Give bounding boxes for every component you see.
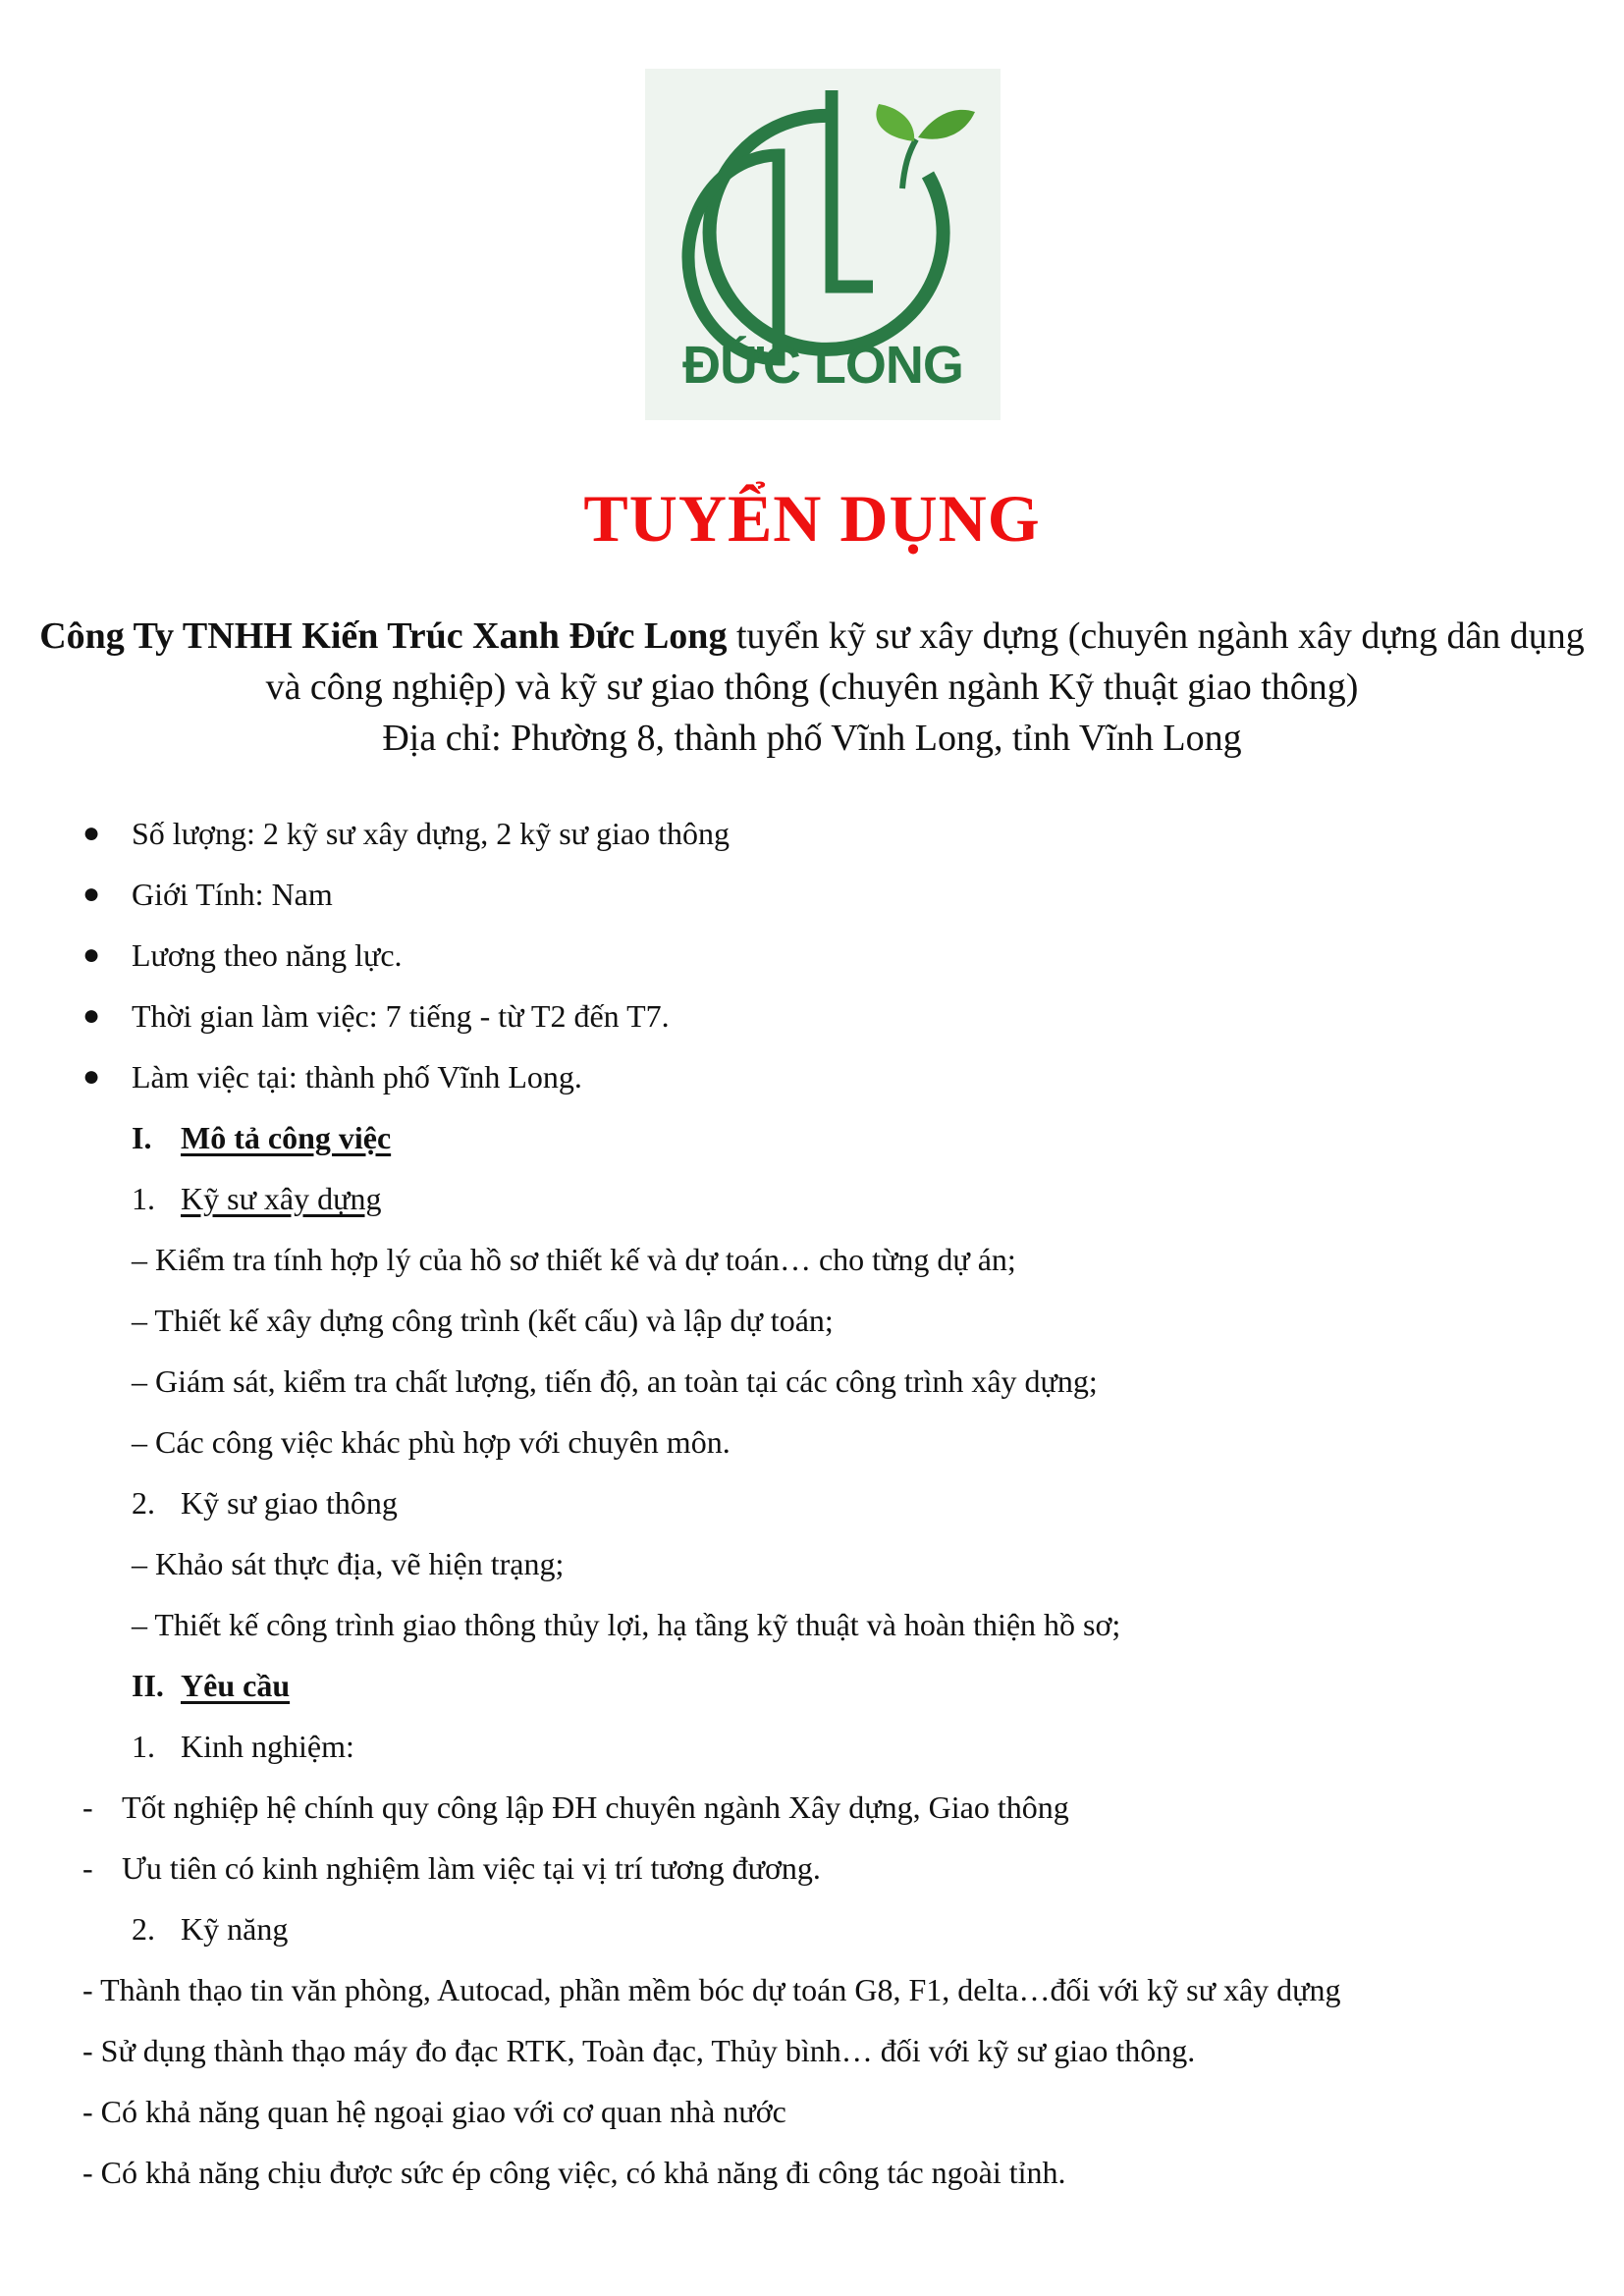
section-2-numeral: II. [132, 1668, 164, 1703]
skill-item: - Sử dụng thành thạo máy đo đạc RTK, Toàn đạc, Thủy bình… đối với kỹ sư giao thông. [82, 2033, 1196, 2068]
bullet-item: Số lượng: 2 kỹ sư xây dựng, 2 kỹ sư giao thông [132, 816, 730, 851]
bullet-item: Thời gian làm việc: 7 tiếng - từ T2 đến T7. [132, 998, 670, 1034]
task-item: – Kiểm tra tính hợp lý của hồ sơ thiết kế và dự toán… cho từng dự án; [132, 1242, 1016, 1277]
leaf-left-icon [876, 104, 914, 141]
skill-item: - Thành thạo tin văn phòng, Autocad, phần mềm bóc dự toán G8, F1, delta…đối với kỹ sư xây dựng [82, 1972, 1341, 2007]
task-item: – Thiết kế xây dựng công trình (kết cấu) và lập dự toán; [132, 1303, 834, 1338]
task-item: – Thiết kế công trình giao thông thủy lợi, hạ tầng kỹ thuật và hoàn thiện hồ sơ; [132, 1607, 1121, 1642]
sprout-stem [902, 139, 916, 188]
section-1-heading: Mô tả công việc [181, 1120, 392, 1155]
leaf-right-icon [918, 110, 975, 139]
requirement-dash: - [82, 1850, 93, 1886]
requirement-item: Ưu tiên có kinh nghiệm làm việc tại vị trí tương đương. [122, 1850, 821, 1886]
bullet-item: Lương theo năng lực. [132, 937, 403, 973]
bullet-dot: ● [82, 878, 101, 910]
company-name: Công Ty TNHH Kiến Trúc Xanh Đức Long [39, 615, 728, 657]
subsection-title-skills: Kỹ năng [181, 1911, 289, 1947]
skill-item: - Có khả năng quan hệ ngoại giao với cơ quan nhà nước [82, 2094, 786, 2129]
logo-letter-l [832, 90, 873, 287]
bullet-dot: ● [82, 999, 101, 1032]
requirement-item: Tốt nghiệp hệ chính quy công lập ĐH chuyên ngành Xây dựng, Giao thông [122, 1789, 1069, 1825]
subsection-number: 1. [132, 1181, 155, 1216]
subsection-number: 2. [132, 1485, 155, 1521]
skill-item: - Có khả năng chịu được sức ép công việc, có khả năng đi công tác ngoài tỉnh. [82, 2155, 1066, 2190]
subsection-title-traffic: Kỹ sư giao thông [181, 1485, 398, 1521]
task-item: – Khảo sát thực địa, vẽ hiện trạng; [132, 1546, 565, 1581]
logo-brand-text: ĐỨC LONG [682, 336, 963, 395]
section-1-numeral: I. [132, 1120, 152, 1155]
bullet-item: Giới Tính: Nam [132, 877, 333, 912]
duc-long-logo-graphic [645, 69, 1001, 420]
company-logo [645, 69, 1001, 420]
bullet-item: Làm việc tại: thành phố Vĩnh Long. [132, 1059, 582, 1095]
requirement-dash: - [82, 1789, 93, 1825]
intro-description: tuyển kỹ sư xây dựng (chuyên ngành xây dựng dân dụng và công nghiệp) và kỹ sư giao thông (chuyên ngành Kỹ thuật giao thông) [265, 615, 1585, 708]
bullet-dot: ● [82, 1060, 101, 1093]
subsection-title-civil: Kỹ sư xây dựng [181, 1181, 382, 1216]
page-title: TUYỂN DỤNG [583, 481, 1041, 556]
section-2-heading: Yêu cầu [181, 1668, 291, 1703]
subsection-title-experience: Kinh nghiệm: [181, 1729, 354, 1764]
subsection-number: 2. [132, 1911, 155, 1947]
intro-paragraph [33, 611, 1591, 764]
task-item: – Giám sát, kiểm tra chất lượng, tiến độ, an toàn tại các công trình xây dựng; [132, 1363, 1098, 1399]
task-item: – Các công việc khác phù hợp với chuyên môn. [132, 1424, 731, 1460]
company-address: Địa chỉ: Phường 8, thành phố Vĩnh Long, tỉnh Vĩnh Long [382, 718, 1242, 759]
bullet-dot: ● [82, 938, 101, 971]
bullet-dot: ● [82, 817, 101, 849]
subsection-number: 1. [132, 1729, 155, 1764]
